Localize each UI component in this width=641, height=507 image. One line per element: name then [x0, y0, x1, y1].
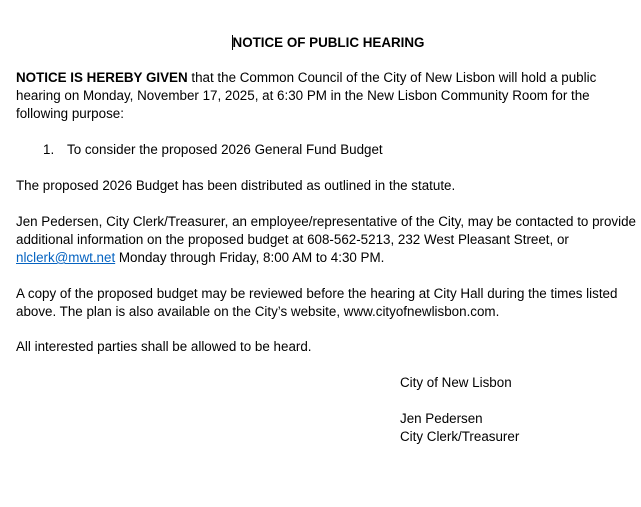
intro-text: that the Common Council of the City of New Lisbon will hold a public hearing on Monday, November 17, 2025, at 6:30 PM in the New Lisbon Community Room for the following purpose: [16, 70, 597, 121]
notice-title-block [0, 34, 641, 52]
signature-name: Jen Pedersen [400, 411, 483, 426]
review-paragraph: A copy of the proposed budget may be reviewed before the hearing at City Hall during the times listed above. The plan is also available on the City’s website, www.cityofnewlisbon.com. [16, 286, 618, 319]
contact-paragraph [16, 213, 638, 267]
contact-email-link[interactable]: nlclerk@mwt.net [16, 250, 116, 265]
purpose-list-item [16, 141, 383, 159]
contact-text-before: Jen Pedersen, City Clerk/Treasurer, an employee/representative of the City, may be contacted to provide additional information on the proposed budget at 608-562-5213, 232 West Pleasant Street, or [16, 214, 636, 247]
contact-text-after: Monday through Friday, 8:00 AM to 4:30 PM. [115, 250, 385, 265]
distribution-paragraph: The proposed 2026 Budget has been distributed as outlined in the statute. [16, 178, 456, 193]
closing-paragraph: All interested parties shall be allowed to be heard. [16, 339, 312, 354]
purpose-text: To consider the proposed 2026 General Fund Budget [67, 142, 383, 157]
notice-title: NOTICE OF PUBLIC HEARING [232, 35, 425, 50]
intro-lead: NOTICE IS HEREBY GIVEN [16, 70, 188, 85]
signature-city: City of New Lisbon [400, 375, 512, 390]
signature-role: City Clerk/Treasurer [400, 429, 520, 444]
purpose-number: 1. [43, 142, 55, 157]
intro-paragraph [16, 69, 638, 123]
